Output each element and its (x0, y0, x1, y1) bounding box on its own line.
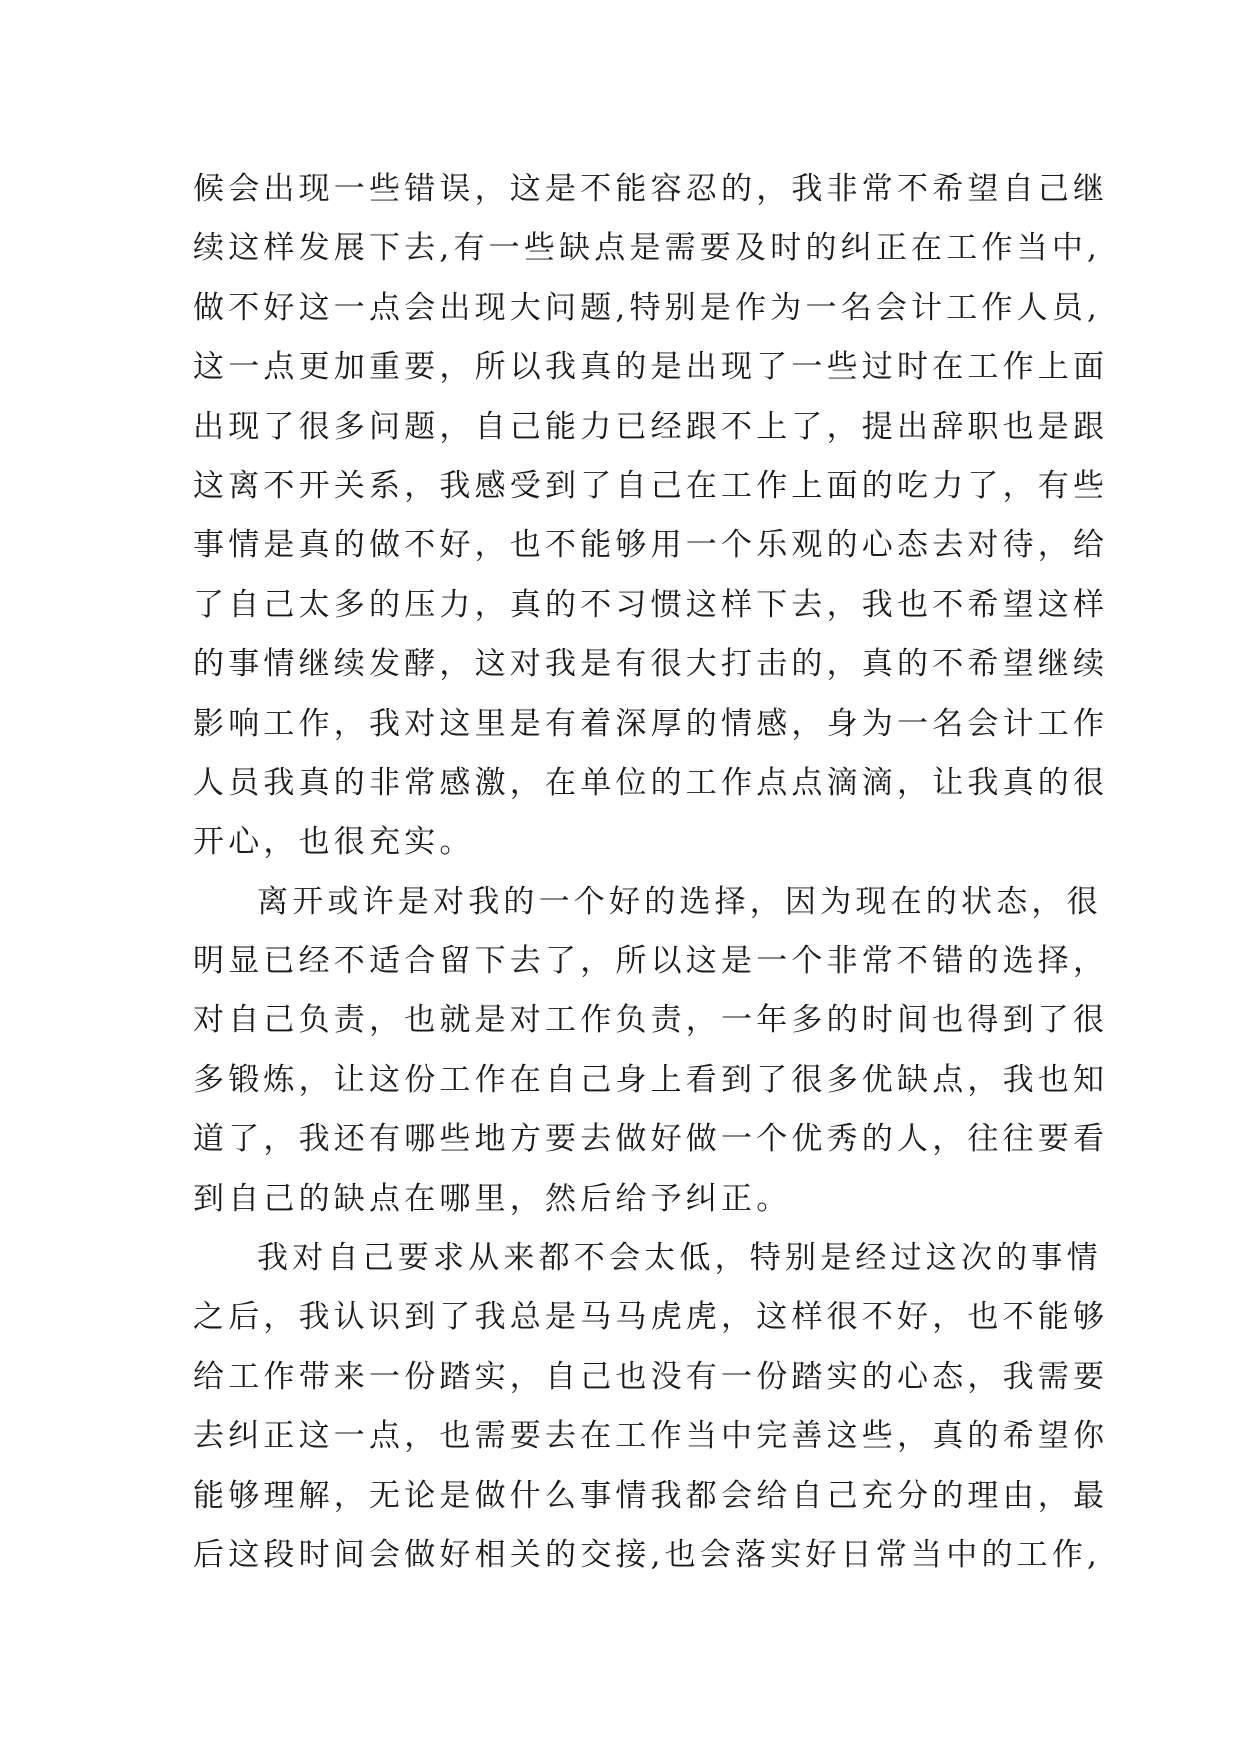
text-line: 了自己太多的压力，真的不习惯这样下去，我也不希望这样 (193, 586, 1109, 623)
body-text (193, 160, 1109, 1585)
paragraph-start-line: 离开或许是对我的一个好的选择，因为现在的状态，很 (257, 883, 1102, 920)
paragraph-start-line: 我对自己要求从来都不会太低，特别是经过这次的事情 (257, 1240, 1102, 1277)
text-line: 道了，我还有哪些地方要去做好做一个优秀的人，往往要看 (193, 1121, 1109, 1158)
text-line: 这一点更加重要，所以我真的是出现了一些过时在工作上面 (193, 349, 1109, 386)
text-line: 续这样发展下去,有一些缺点是需要及时的纠正在工作当中, (193, 230, 1102, 267)
text-line: 做不好这一点会出现大问题,特别是作为一名会计工作人员, (193, 289, 1102, 326)
text-line: 候会出现一些错误，这是不能容忍的，我非常不希望自己继 (193, 171, 1109, 207)
text-line: 给工作带来一份踏实，自己也没有一份踏实的心态，我需要 (193, 1358, 1109, 1395)
text-line: 事情是真的做不好，也不能够用一个乐观的心态去对待，给 (193, 527, 1109, 564)
text-line: 明显已经不适合留下去了，所以这是一个非常不错的选择， (193, 943, 1109, 980)
text-line: 多锻炼，让这份工作在自己身上看到了很多优缺点，我也知 (193, 1061, 1109, 1098)
text-line: 对自己负责，也就是对工作负责，一年多的时间也得到了很 (193, 1002, 1109, 1039)
text-line: 去纠正这一点，也需要去在工作当中完善这些，真的希望你 (193, 1418, 1109, 1455)
text-line: 后这段时间会做好相关的交接,也会落实好日常当中的工作, (193, 1536, 1102, 1573)
text-line: 出现了很多问题，自己能力已经跟不上了，提出辞职也是跟 (193, 408, 1109, 445)
text-line: 影响工作，我对这里是有着深厚的情感，身为一名会计工作 (193, 705, 1109, 742)
text-line: 之后，我认识到了我总是马马虎虎，这样很不好，也不能够 (193, 1299, 1109, 1336)
text-line: 开心，也很充实。 (193, 824, 475, 861)
text-line: 人员我真的非常感激，在单位的工作点点滴滴，让我真的很 (193, 764, 1109, 801)
text-line: 这离不开关系，我感受到了自己在工作上面的吃力了，有些 (193, 467, 1109, 504)
text-line: 的事情继续发酵，这对我是有很大打击的，真的不希望继续 (193, 646, 1109, 683)
text-line: 到自己的缺点在哪里，然后给予纠正。 (193, 1180, 792, 1217)
text-line: 能够理解，无论是做什么事情我都会给自己充分的理由，最 (193, 1477, 1109, 1514)
